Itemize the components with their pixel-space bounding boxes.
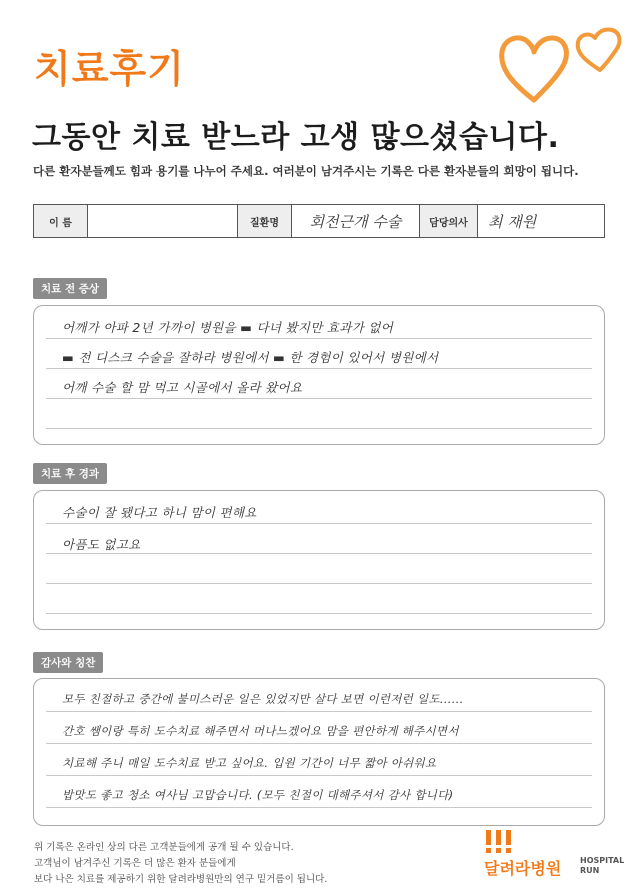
footer-note: 보다 나은 치료를 제공하기 위한 달려라병원만의 연구 밑거름이 됩니다. bbox=[34, 874, 328, 885]
doctor-field[interactable]: 최 재원 bbox=[488, 212, 537, 231]
info-table bbox=[33, 204, 605, 238]
before-line: 어깨가 아파 2년 가까이 병원을 ▬ 다녀 봤지만 효과가 없어 bbox=[62, 320, 394, 335]
logo-en-line: HOSPITAL bbox=[580, 856, 625, 865]
disease-label: 질환명 bbox=[238, 205, 292, 237]
section-label-after: 치료 후 경과 bbox=[33, 463, 107, 484]
after-line: 아픔도 없고요 bbox=[62, 537, 141, 552]
thanks-line: 치료해 주니 매일 도수치료 받고 싶어요. 입원 기간이 너무 짧아 아쉬워요 bbox=[62, 756, 437, 770]
after-line: 수술이 잘 됐다고 하니 맘이 편해요 bbox=[62, 505, 257, 520]
disease-field[interactable]: 회전근개 수술 bbox=[292, 205, 420, 237]
doctor-label: 담당의사 bbox=[420, 205, 478, 237]
footer-note: 고객님이 남겨주신 기록은 더 많은 환자 분들에게 bbox=[34, 858, 236, 869]
section-label-before: 치료 전 증상 bbox=[33, 278, 107, 299]
before-textarea[interactable] bbox=[33, 305, 605, 445]
logo-en-line: RUN bbox=[580, 866, 600, 875]
logo-text: 달려라병원 bbox=[484, 859, 562, 878]
before-line: 어깨 수술 할 맘 먹고 시골에서 올라 왔어요 bbox=[62, 380, 303, 395]
exclamation-icon bbox=[484, 830, 514, 854]
name-field[interactable] bbox=[88, 205, 238, 237]
thanks-line: 모두 친절하고 중간에 불미스러운 일은 있었지만 살다 보면 이런저런 일도...... bbox=[62, 692, 464, 706]
footer-notes bbox=[34, 840, 327, 888]
logo-en bbox=[580, 856, 624, 876]
thanks-textarea[interactable] bbox=[33, 678, 605, 826]
before-line: ▬ 전 디스크 수술을 잘하라 병원에서 ▬ 한 경험이 있어서 병원에서 bbox=[62, 350, 439, 365]
after-textarea[interactable] bbox=[33, 490, 605, 630]
hearts-icon bbox=[498, 12, 626, 112]
thanks-line: 밥맛도 좋고 청소 여사님 고맙습니다. (모두 친절이 대해주셔서 감사 합니다) bbox=[62, 788, 454, 802]
footer-note: 위 기록은 온라인 상의 다른 고객분들에게 공개 될 수 있습니다. bbox=[34, 842, 294, 853]
thanks-line: 간호 쌤이랑 특히 도수치료 해주면서 머나느겠어요 맘을 편안하게 해주시면서 bbox=[62, 724, 459, 738]
hospital-logo bbox=[484, 830, 634, 886]
page-title: 치료후기 bbox=[34, 47, 185, 91]
headline: 그동안 치료 받느라 고생 많으셨습니다. bbox=[32, 120, 560, 155]
subline: 다른 환자분들께도 힘과 용기를 나누어 주세요. 여러분이 남겨주시는 기록은 다른 환자분들의 희망이 됩니다. bbox=[33, 164, 579, 178]
name-label: 이 름 bbox=[34, 205, 88, 237]
section-label-thanks: 감사와 칭찬 bbox=[33, 652, 103, 673]
